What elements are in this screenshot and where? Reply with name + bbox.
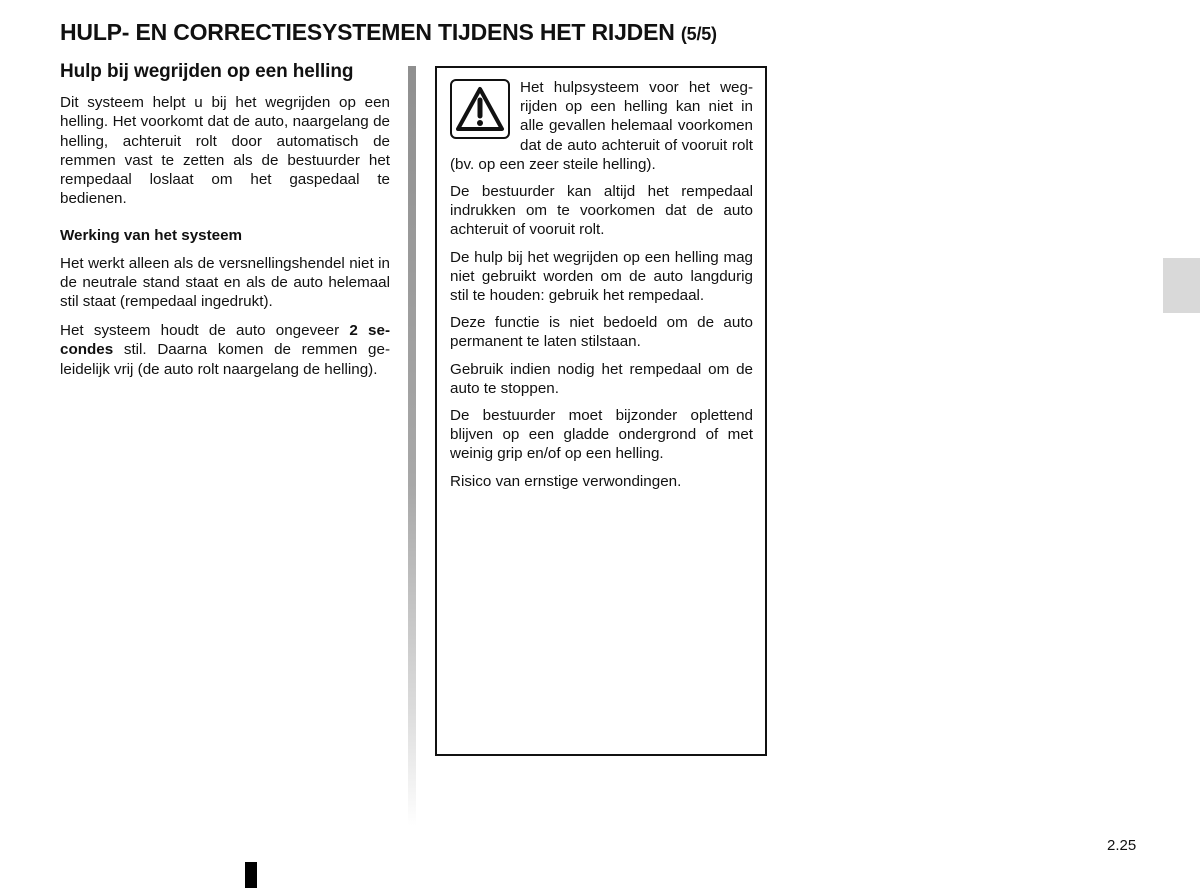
warning-paragraph-7: Risico van ernstige verwondingen. — [450, 472, 682, 490]
column-divider-bar — [408, 66, 416, 826]
page-title-text: HULP- EN CORRECTIESYSTEMEN TIJDENS HET RIJDEN — [60, 19, 675, 45]
warning-paragraph-1: Het hulpsysteem voor het wegrijden op een helling kan niet in alle gevallen helemaal voorkomen dat de auto achteruit of vooruit rolt (bv. op een zeer steile helling). — [450, 79, 753, 173]
operation-paragraph-1: Het werkt alleen als de versnellingshendel niet in de neutrale stand staat en als de auto helemaal stil staat (rempedaal ingedrukt). — [60, 254, 390, 311]
page-title — [60, 19, 717, 46]
crop-mark — [245, 862, 257, 888]
page-number: 2.25 — [1107, 837, 1137, 854]
warning-paragraph-5: Gebruik indien nodig het rempedaal om de auto te stoppen. — [450, 360, 753, 397]
intro-paragraph: Dit systeem helpt u bij het wegrijden op een helling. Het voorkomt dat de auto, naargelang de helling, achteruit rolt door automatisch de remmen vast te zetten als de bestuurder het rempedaal loslaat om het gaspedaal te bedienen. — [60, 94, 390, 208]
warning-triangle-icon — [450, 79, 510, 139]
section-heading: Hulp bij wegrijden op een helling — [60, 61, 354, 82]
operation-text-start: Het systeem houdt de auto ongeveer — [60, 322, 350, 340]
warning-paragraph-6: De bestuurder moet bijzonder oplettend blijven op een gladde ondergrond of met weinig grip en/of op een helling. — [450, 407, 753, 463]
left-column — [60, 62, 390, 389]
operation-text-end: stil. Daarna komen de remmen geleidelijk vrij (de auto rolt naargelang de helling). — [60, 341, 390, 378]
chapter-side-tab — [1163, 258, 1200, 313]
operation-paragraph-2 — [60, 321, 390, 379]
warning-paragraph-2: De bestuurder kan altijd het rempedaal indrukken om te voorkomen dat de auto achteruit of vooruit rolt. — [450, 183, 753, 239]
page-part-indicator: (5/5) — [680, 24, 717, 44]
warning-paragraph-4: Deze functie is niet bedoeld om de auto permanent te laten stilstaan. — [450, 314, 753, 351]
duration-highlight: 2 secondes — [60, 322, 390, 359]
subsection-heading: Werking van het systeem — [60, 227, 243, 245]
warning-box — [435, 66, 767, 756]
warning-paragraph-3: De hulp bij het wegrijden op een helling mag niet gebruikt worden om de auto langdurig stil te houden: gebruik het rempedaal. — [450, 248, 753, 305]
warning-content — [437, 68, 765, 491]
